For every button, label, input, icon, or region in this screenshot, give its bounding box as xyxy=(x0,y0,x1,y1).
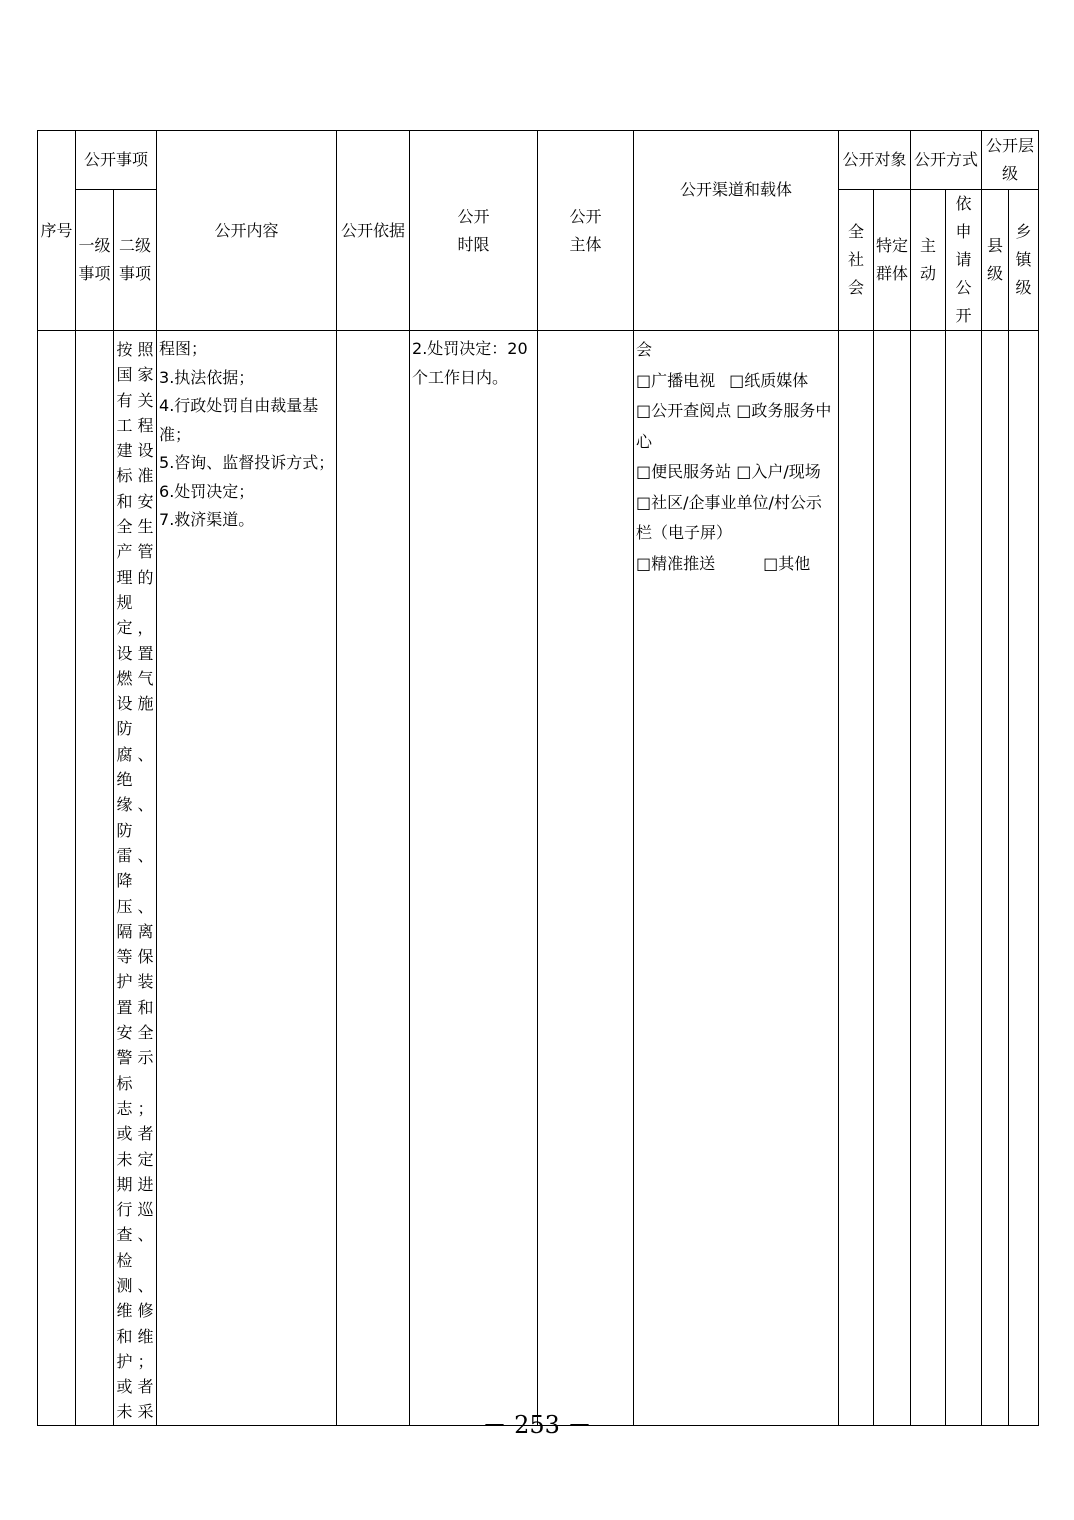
level2-char: 离 xyxy=(137,921,154,941)
header-seq: 序号 xyxy=(38,131,76,331)
level2-char: 和 xyxy=(116,1326,133,1346)
level2-char: 隔 xyxy=(116,921,133,941)
level2-char: 、 xyxy=(137,845,154,865)
level2-char: 置 xyxy=(116,997,133,1017)
level2-char: 国 xyxy=(116,365,133,385)
level2-char: 定 xyxy=(137,1149,154,1169)
header-subject: 公开 主体 xyxy=(538,131,634,331)
level2-text xyxy=(114,337,156,1425)
level2-char: 压 xyxy=(116,896,133,916)
level2-char: 设 xyxy=(116,643,133,663)
cell-target-specific xyxy=(874,331,911,1426)
level2-char: 规 xyxy=(116,592,133,612)
level2-char: 护 xyxy=(116,972,133,992)
level2-char: 者 xyxy=(137,1124,154,1144)
cell-level1 xyxy=(76,331,114,1426)
cell-subject xyxy=(538,331,634,1426)
level2-char xyxy=(135,767,156,792)
level2-char: 、 xyxy=(137,1225,154,1245)
header-level2: 二级 事项 xyxy=(114,190,157,331)
level2-char: 护 xyxy=(116,1351,133,1371)
checkbox-paper: □纸质媒体 xyxy=(729,370,809,390)
level2-char: 装 xyxy=(137,972,154,992)
level2-char: 设 xyxy=(137,441,154,461)
level2-char: 警 xyxy=(116,1048,133,1068)
header-target: 公开对象 xyxy=(839,131,911,190)
level2-char: 按 xyxy=(116,340,133,359)
header-content: 公开内容 xyxy=(157,131,337,331)
level2-char: 置 xyxy=(137,643,154,663)
checkbox-gov-center: □政务服务中 xyxy=(736,401,832,420)
disclosure-table xyxy=(37,130,1039,1426)
level2-char: 照 xyxy=(137,340,154,359)
level2-char: 建 xyxy=(116,441,133,461)
level2-char: 和 xyxy=(137,997,154,1017)
checkbox-precise-push: □精准推送 xyxy=(636,553,716,573)
level2-char: 有 xyxy=(116,390,133,410)
level2-char xyxy=(135,818,156,843)
cell-basis xyxy=(337,331,410,1426)
level2-char: 采 xyxy=(137,1402,154,1422)
level2-char: 缘 xyxy=(116,795,133,815)
level2-char: 测 xyxy=(116,1275,133,1295)
checkbox-broadcast: □广播电视 xyxy=(636,370,716,390)
header-method-active: 主 动 xyxy=(911,190,946,331)
level2-char: 或 xyxy=(116,1124,133,1144)
header-target-specific: 特定 群体 xyxy=(874,190,911,331)
level2-char xyxy=(135,1248,156,1273)
page-number: － 253 － xyxy=(482,1411,592,1439)
header-basis: 公开依据 xyxy=(337,131,410,331)
level2-char: 或 xyxy=(116,1377,133,1397)
header-method-apply: 依申 请公 开 xyxy=(946,190,982,331)
level2-char: 准 xyxy=(137,466,154,486)
level2-char: 标 xyxy=(116,1073,133,1093)
level2-char: 巡 xyxy=(137,1200,154,1220)
level2-char: 安 xyxy=(116,1023,133,1043)
level2-char xyxy=(135,716,156,741)
cell-time-limit: 2.处罚决定：20 个工作日内。 xyxy=(410,331,538,1426)
level2-char: 生 xyxy=(137,517,154,537)
level2-char: 、 xyxy=(137,744,154,764)
level2-char: ， xyxy=(137,618,154,638)
level2-char: 降 xyxy=(116,871,133,891)
level2-char: 期 xyxy=(116,1174,133,1194)
level2-char: 进 xyxy=(137,1174,154,1194)
level2-char: 防 xyxy=(116,820,133,840)
cell-level-town xyxy=(1009,331,1039,1426)
level2-char: 关 xyxy=(137,390,154,410)
checkbox-community: □社区/企事业单位/村公示 xyxy=(636,492,822,512)
level2-char: 查 xyxy=(116,1225,133,1245)
cell-method-active xyxy=(911,331,946,1426)
checkbox-reading-point: □公开查阅点 xyxy=(636,401,732,420)
level2-char xyxy=(135,590,156,615)
level2-char: 等 xyxy=(116,947,133,967)
cell-method-apply xyxy=(946,331,982,1426)
checkbox-door: □入户/现场 xyxy=(736,462,821,481)
level2-char: 未 xyxy=(116,1149,133,1169)
level2-char: 的 xyxy=(137,567,154,587)
level2-char: 维 xyxy=(137,1326,154,1346)
level2-char: 绝 xyxy=(116,770,133,790)
checkbox-service-station: □便民服务站 xyxy=(636,462,732,481)
level2-char: 检 xyxy=(116,1250,133,1270)
level2-char: 志 xyxy=(116,1098,133,1118)
level2-char: 者 xyxy=(137,1377,154,1397)
level2-char: ； xyxy=(137,1351,154,1371)
level2-char: 气 xyxy=(137,668,154,688)
level2-char: 产 xyxy=(116,542,133,562)
level2-char: 防 xyxy=(116,719,133,739)
header-level-county: 县 级 xyxy=(982,190,1009,331)
level2-char: 标 xyxy=(116,466,133,486)
level2-char: 定 xyxy=(116,618,133,638)
level2-char xyxy=(135,1071,156,1096)
level2-char: 示 xyxy=(137,1048,154,1068)
header-level-town: 乡 镇 级 xyxy=(1009,190,1039,331)
cell-target-all xyxy=(839,331,874,1426)
level2-char: 燃 xyxy=(116,668,133,688)
level2-char: 修 xyxy=(137,1301,154,1321)
cell-seq xyxy=(38,331,76,1426)
header-public-items: 公开事项 xyxy=(76,131,157,190)
level2-char: 和 xyxy=(116,491,133,511)
header-channels: 公开渠道和载体 xyxy=(634,131,839,331)
header-level1: 一级 事项 xyxy=(76,190,114,331)
level2-char: 全 xyxy=(116,517,133,537)
level2-char: 管 xyxy=(137,542,154,562)
level2-char: 雷 xyxy=(116,845,133,865)
level2-char: 、 xyxy=(137,896,154,916)
level2-char: 安 xyxy=(137,491,154,511)
level2-char: 工 xyxy=(116,415,133,435)
header-level: 公开层 级 xyxy=(982,131,1039,190)
level2-char: ； xyxy=(137,1098,154,1118)
level2-char: 全 xyxy=(137,1023,154,1043)
header-time-limit: 公开 时限 xyxy=(410,131,538,331)
level2-char: 、 xyxy=(137,795,154,815)
level2-char: 设 xyxy=(116,694,133,714)
level2-char: 行 xyxy=(116,1200,133,1220)
cell-level2 xyxy=(114,331,157,1426)
level2-char: 维 xyxy=(116,1301,133,1321)
level2-char: 保 xyxy=(137,947,154,967)
checkbox-other: □其他 xyxy=(763,553,811,573)
header-target-all: 全 社 会 xyxy=(839,190,874,331)
level2-char: 、 xyxy=(137,1275,154,1295)
cell-channels: 会 □广播电视 □纸质媒体 □公开查阅点 □政务服务中 心 □便民服务站 □入户/现场 □社区/企事业单位/村公示 栏（电子屏） □精准推送 □其他 xyxy=(634,331,839,1426)
cell-level-county xyxy=(982,331,1009,1426)
level2-char xyxy=(135,868,156,893)
level2-char: 理 xyxy=(116,567,133,587)
level2-char: 腐 xyxy=(116,744,133,764)
level2-char: 未 xyxy=(116,1402,133,1422)
header-method: 公开方式 xyxy=(911,131,982,190)
level2-char: 家 xyxy=(137,365,154,385)
level2-char: 施 xyxy=(137,694,154,714)
cell-content: 程图； 3.执法依据； 4.行政处罚自由裁量基 准； 5.咨询、监督投诉方式； 6.处罚决定； 7.救济渠道。 xyxy=(157,331,337,1426)
level2-char: 程 xyxy=(137,415,154,435)
